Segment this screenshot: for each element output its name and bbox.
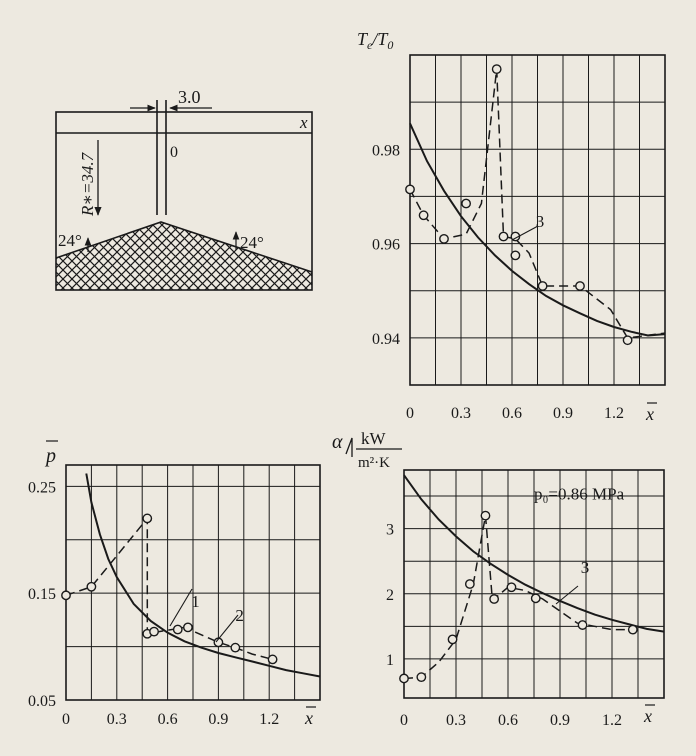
data-point-marker <box>481 511 489 519</box>
chart-alpha-grid <box>404 470 664 698</box>
diagram-x-axis-label: x <box>300 113 308 132</box>
data-point-marker <box>419 211 427 219</box>
data-point-marker <box>499 232 507 240</box>
data-point-marker <box>62 591 70 599</box>
data-point-marker <box>629 625 637 633</box>
x-tick-label: 0.6 <box>502 405 522 422</box>
y-tick-label: 0.96 <box>372 236 400 254</box>
chart-te-xlabel: x <box>646 404 654 424</box>
chart-alpha-markers <box>400 511 637 682</box>
data-point-marker <box>490 595 498 603</box>
x-tick-label: 1.2 <box>259 711 280 728</box>
data-point-marker <box>400 674 408 682</box>
data-point-marker <box>231 643 239 651</box>
data-point-marker <box>184 623 192 631</box>
chart-alpha-ylabel: α <box>332 431 343 453</box>
leader-line <box>556 586 578 604</box>
data-point-marker <box>462 199 470 207</box>
data-point-marker <box>440 235 448 243</box>
y-tick-label: 1 <box>386 651 394 669</box>
y-tick-label: 0.15 <box>28 586 56 604</box>
data-point-marker <box>143 514 151 522</box>
series-experiment-dashed <box>404 516 629 679</box>
chart-alpha-unit-top: kW <box>361 429 386 448</box>
data-point-marker <box>466 580 474 588</box>
data-point-marker <box>507 583 515 591</box>
chart-te-markers <box>406 65 632 344</box>
data-point-marker <box>623 336 631 344</box>
chart-alpha-annotations <box>534 484 625 604</box>
y-tick-label: 0.25 <box>28 479 56 497</box>
data-point-marker <box>406 185 414 193</box>
data-point-marker <box>532 594 540 602</box>
x-tick-label: 1.2 <box>602 712 622 729</box>
data-point-marker <box>174 625 182 633</box>
data-point-marker <box>538 282 546 290</box>
angle-left-label: 24° <box>58 231 82 250</box>
y-tick-label: 3 <box>386 521 394 539</box>
data-point-marker <box>493 65 501 73</box>
radius-label: R∗=34.7 <box>78 152 97 216</box>
chart-pressure <box>28 441 320 728</box>
y-tick-label: 0.05 <box>28 693 56 710</box>
curve-number-label: 2 <box>235 605 244 625</box>
x-tick-label: 0 <box>400 712 408 729</box>
y-tick-label: 0.94 <box>372 330 400 348</box>
x-tick-label: 0.3 <box>106 711 127 728</box>
origin-label: 0 <box>170 144 178 161</box>
chart-heat-transfer <box>332 429 664 729</box>
x-tick-label: 0 <box>62 711 70 728</box>
chart-p-ylabel: p <box>46 445 56 467</box>
chart-alpha-xlabel: x <box>644 706 652 726</box>
chart-p-annotations <box>170 589 244 642</box>
x-tick-label: 0.9 <box>208 711 229 728</box>
x-tick-label: 0.9 <box>553 405 573 422</box>
pressure-annotation: p₀=0.86 MPa <box>534 484 625 504</box>
chart-alpha-unit-slash <box>346 438 352 457</box>
data-point-marker <box>448 635 456 643</box>
chart-te-ylabel: $T_e/T_0$ <box>357 29 394 52</box>
data-point-marker <box>511 251 519 259</box>
y-tick-label: 2 <box>386 586 394 604</box>
x-tick-label: 0.9 <box>550 712 570 729</box>
x-tick-label: 1.2 <box>604 405 624 422</box>
y-tick-label: 0.98 <box>372 142 400 160</box>
data-point-marker <box>576 282 584 290</box>
data-point-marker <box>417 673 425 681</box>
wedge-hatching <box>56 222 312 290</box>
data-point-marker <box>578 621 586 629</box>
curve-number-label: 3 <box>535 212 545 232</box>
x-tick-label: 0.3 <box>451 405 471 422</box>
leader-line <box>216 615 238 642</box>
x-tick-label: 0.3 <box>446 712 466 729</box>
nozzle-diagram <box>56 87 312 290</box>
chart-p-markers <box>62 514 277 663</box>
gap-label: 3.0 <box>178 87 201 107</box>
leader-line <box>170 589 192 626</box>
x-tick-label: 0.6 <box>157 711 178 728</box>
curve-number-label: 3 <box>580 557 590 577</box>
chart-p-xlabel: x <box>305 708 313 728</box>
chart-te-ratio <box>357 29 665 424</box>
angle-right-label: 24° <box>240 233 264 252</box>
data-point-marker <box>87 583 95 591</box>
chart-p-grid <box>66 465 320 700</box>
data-point-marker <box>268 655 276 663</box>
series-theory-curve <box>86 474 320 677</box>
x-tick-label: 0.6 <box>498 712 518 729</box>
curve-number-label: 1 <box>191 592 200 612</box>
x-tick-label: 0 <box>406 405 414 422</box>
data-point-marker <box>150 627 158 635</box>
chart-alpha-unit-bottom: m²·K <box>358 455 390 471</box>
